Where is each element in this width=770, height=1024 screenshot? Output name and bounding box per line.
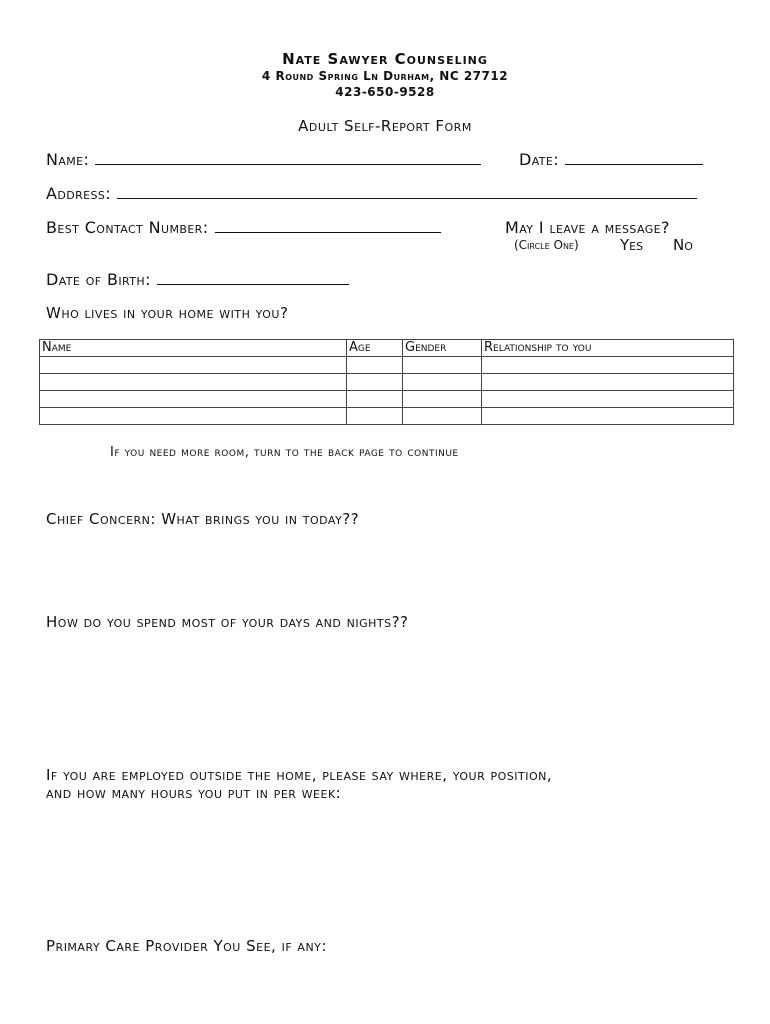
- cell-age[interactable]: [347, 357, 403, 374]
- household-question: Who lives in your home with you?: [46, 304, 289, 322]
- cell-relationship[interactable]: [482, 408, 734, 425]
- column-header-gender: Gender: [403, 340, 482, 357]
- yes-option[interactable]: Yes: [620, 236, 644, 254]
- message-question: May I leave a message?: [505, 218, 670, 237]
- contact-field[interactable]: [215, 220, 441, 233]
- dob-row: [46, 270, 349, 289]
- address-row: [46, 184, 697, 203]
- cell-age[interactable]: [347, 408, 403, 425]
- cell-name[interactable]: [40, 408, 347, 425]
- table-row: [40, 408, 734, 425]
- cell-relationship[interactable]: [482, 391, 734, 408]
- form-title: Adult Self-Report Form: [298, 117, 472, 135]
- table-header-row: [40, 340, 734, 357]
- cell-gender[interactable]: [403, 408, 482, 425]
- date-label: Date:: [519, 150, 560, 169]
- primary-care-question: Primary Care Provider You See, if any:: [46, 937, 327, 955]
- cell-age[interactable]: [347, 374, 403, 391]
- more-room-note: If you need more room, turn to the back page to continue: [110, 445, 459, 460]
- date-field[interactable]: [565, 152, 703, 165]
- practice-name: Nate Sawyer Counseling: [282, 50, 488, 68]
- address-field[interactable]: [117, 186, 697, 199]
- cell-gender[interactable]: [403, 374, 482, 391]
- circle-one-note: (Circle One): [514, 238, 579, 252]
- chief-concern-question: Chief Concern: What brings you in today??: [46, 510, 360, 528]
- contact-row: [46, 218, 441, 237]
- address-label: Address:: [46, 184, 112, 203]
- cell-relationship[interactable]: [482, 357, 734, 374]
- days-nights-question: How do you spend most of your days and nights??: [46, 613, 409, 631]
- cell-name[interactable]: [40, 374, 347, 391]
- cell-age[interactable]: [347, 391, 403, 408]
- dob-label: Date of Birth:: [46, 270, 151, 289]
- name-field[interactable]: [95, 152, 481, 165]
- cell-relationship[interactable]: [482, 374, 734, 391]
- table-row: [40, 357, 734, 374]
- cell-name[interactable]: [40, 357, 347, 374]
- name-label: Name:: [46, 150, 90, 169]
- practice-phone: 423-650-9528: [335, 85, 435, 99]
- date-row: [519, 150, 703, 169]
- column-header-name: Name: [40, 340, 347, 357]
- cell-gender[interactable]: [403, 357, 482, 374]
- table-row: [40, 374, 734, 391]
- no-option[interactable]: No: [673, 236, 693, 254]
- table-row: [40, 391, 734, 408]
- contact-label: Best Contact Number:: [46, 218, 209, 237]
- column-header-relationship: Relationship to you: [482, 340, 734, 357]
- employment-question-line1: If you are employed outside the home, please say where, your position,: [46, 766, 553, 784]
- employment-question-line2: and how many hours you put in per week:: [46, 784, 342, 802]
- practice-address: 4 Round Spring Ln Durham, NC 27712: [261, 69, 509, 83]
- column-header-age: Age: [347, 340, 403, 357]
- name-row: [46, 150, 481, 169]
- household-table: [39, 339, 734, 425]
- cell-gender[interactable]: [403, 391, 482, 408]
- cell-name[interactable]: [40, 391, 347, 408]
- dob-field[interactable]: [157, 272, 349, 285]
